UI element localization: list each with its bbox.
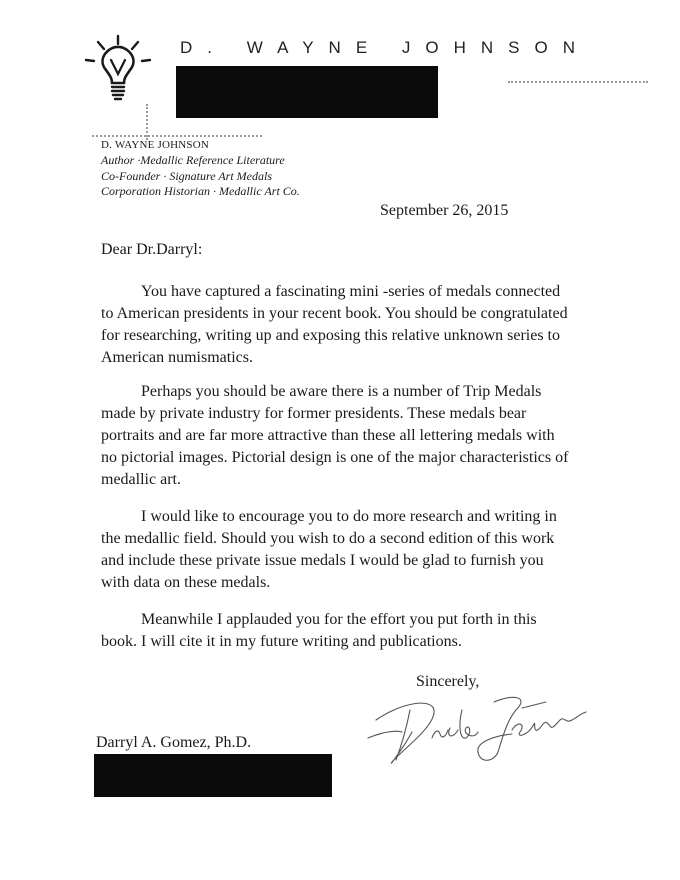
redaction-block: [94, 754, 332, 797]
handwritten-signature: [362, 680, 592, 775]
sender-role: Co-Founder · Signature Art Medals: [101, 169, 272, 183]
dotted-rule: [92, 135, 262, 137]
dotted-rule: [508, 81, 648, 83]
salutation: Dear Dr.Darryl:: [101, 241, 203, 258]
recipient-name: Darryl A. Gomez, Ph.D.: [96, 734, 252, 751]
body-paragraph: You have captured a fascinating mini -series of medals connected to American presidents in your recent book. You should be congratulated for researching, writing up and exposing this relative unknown series to American numismatics.: [101, 283, 568, 366]
sender-role: Corporation Historian · Medallic Art Co.: [101, 184, 300, 198]
sender-role: Author ·Medallic Reference Literature: [101, 153, 285, 167]
letter-date: September 26, 2015: [380, 202, 509, 219]
closing: Sincerely,: [416, 673, 480, 690]
body-paragraph: Perhaps you should be aware there is a number of Trip Medals made by private industry for former presidents. These medals bear portraits and are far more attractive than these all lettering medals with no pictorial images. Pictorial design is one of the major characteristics of medallic art.: [101, 383, 569, 488]
redaction-block: [176, 66, 438, 118]
body-paragraph: Meanwhile I applauded you for the effort you put forth in this book. I will cite it in my future writing and publications.: [101, 611, 537, 650]
letterhead-brand: D. WAYNE JOHNSON: [180, 38, 591, 57]
lightbulb-icon: [84, 34, 152, 104]
sender-name: D. WAYNE JOHNSON: [101, 139, 210, 151]
body-paragraph: I would like to encourage you to do more research and writing in the medallic field. Should you wish to do a second edition of this work and include these private issue medals I would be glad to furnish you with data on these medals.: [101, 508, 557, 591]
